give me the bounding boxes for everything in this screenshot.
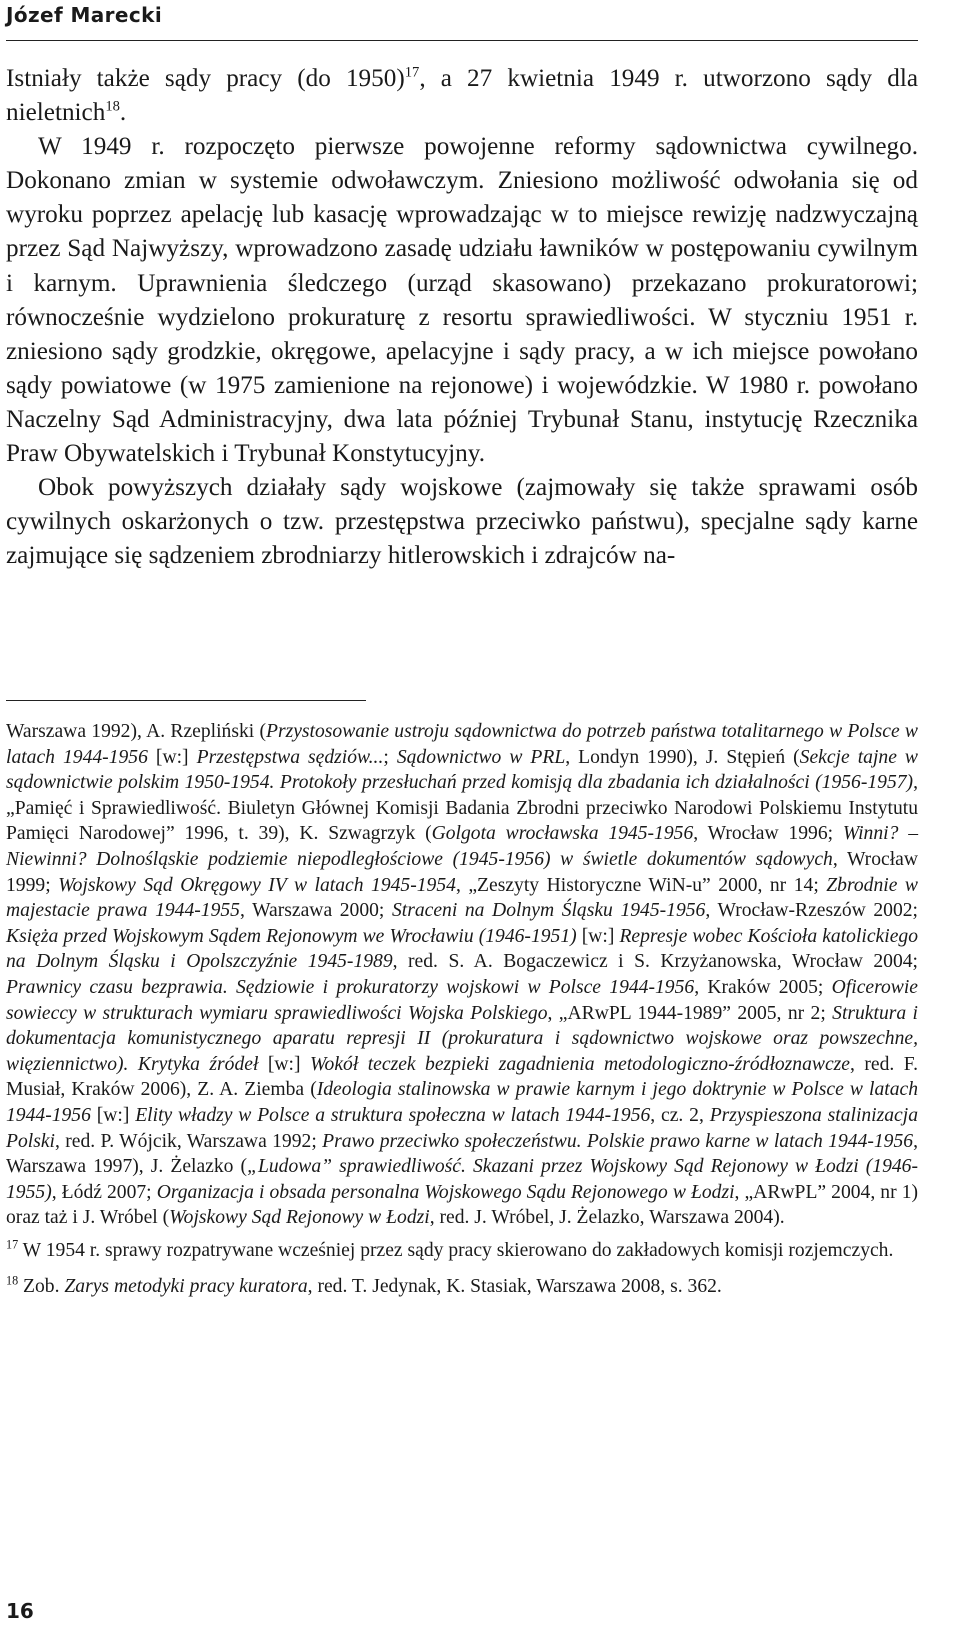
footnote-citation-title: Prawnicy czasu bezprawia. Sędziowie i prokuratorzy wojskowi w Polsce 1944-1956 xyxy=(6,976,695,998)
footnote-citation-title: Golgota wrocławska 1945-1956 xyxy=(431,823,694,845)
footnote-citation-text: [w:] xyxy=(147,746,197,768)
footnote-18 xyxy=(6,1274,918,1300)
footnote-citation-text: , Warszawa 2000; xyxy=(239,900,392,922)
footnote-citation-title: Przyspieszona stalinizacja Polski xyxy=(6,1104,918,1152)
footnote-continuation xyxy=(6,719,918,1231)
footnote-citation-text: , red. S. A. Bogaczewicz i S. Krzyżanowska, Wrocław 2004; xyxy=(392,951,918,973)
footnote-citation-title: Sekcje tajne w sądownictwie polskim 1950-1954. Protokoły przesłuchań przed komisją dla zbadania ich działalności (1956-1957) xyxy=(6,746,918,794)
footnote-citation-title: Straceni na Dolnym Śląsku 1945-1956 xyxy=(391,900,706,922)
footnote-citation-title: Księża przed Wojskowym Sądem Rejonowym we Wrocławiu (1946-1951) xyxy=(6,925,577,947)
footnote-separator xyxy=(6,700,366,701)
footnote-citation-text: Warszawa 1992), A. Rzepliński ( xyxy=(6,721,267,742)
footnote-18-text-a: Zob. xyxy=(18,1276,65,1298)
footnote-citation-text: , red. P. Wójcik, Warszawa 1992; xyxy=(54,1130,323,1152)
paragraph-1-text-c: . xyxy=(119,99,127,127)
footnote-17-mark: 17 xyxy=(6,1237,19,1252)
footnote-citation-text: , Wrocław 1996; xyxy=(693,823,843,845)
footnote-citation-text: , „ARwPL 1944-1989” 2005, nr 2; xyxy=(547,1002,833,1024)
footnote-17 xyxy=(6,1238,918,1264)
paragraph-1 xyxy=(6,62,918,130)
footnote-citation-title: Sądownictwo w PRL xyxy=(396,746,566,768)
footnote-citation-text: , red. F. Musiał, Kraków 2006), Z. A. Ziemba ( xyxy=(6,1053,918,1101)
footnote-18-title: Zarys metodyki pracy kuratora xyxy=(64,1276,308,1298)
footnote-citation-text: , cz. 2, xyxy=(650,1104,710,1126)
footnote-citation-text: , „ARwPL” 2004, nr 1) oraz taż i J. Wróbel ( xyxy=(6,1181,919,1229)
footnote-citation-text: , Warszawa 1997), J. Żelazko ( xyxy=(6,1130,918,1178)
paragraph-3: Obok powyższych działały sądy wojskowe (zajmowały się także sprawami osób cywilnych oskarżonych o tzw. przestępstwa przeciwko państwu), specjalne sądy karne zajmujące się sądzeniem zbrodniarzy hitlerowskich i zdrajców na- xyxy=(6,474,918,570)
paragraph-1-text-a: Istniały także sądy pracy (do 1950) xyxy=(6,65,405,92)
footnote-ref-18: 18 xyxy=(105,98,120,115)
footnote-citation-title: Wokół teczek bezpieki zagadnienia metodologiczno-źródłoznawcze xyxy=(310,1053,850,1075)
running-header xyxy=(6,0,918,41)
footnote-citation-text: , Wrocław 1999; xyxy=(6,848,918,896)
footnote-citation-title: Zbrodnie w majestacie prawa 1944-1955 xyxy=(6,874,918,922)
footnote-citation-title: Ideologia stalinowska w prawie karnym i jego doktrynie w Polsce w latach 1944-1956 xyxy=(6,1079,918,1126)
footnote-citation-title: Wojskowy Sąd Rejonowy w Łodzi xyxy=(169,1207,430,1229)
footnote-citation-title: Przystosowanie ustroju sądownictwa do potrzeb państwa totalitarnego w Polsce w latach 1944-1956 xyxy=(6,721,918,768)
main-text xyxy=(6,62,918,573)
footnote-citation-title: Represje wobec Kościoła katolickiego na Dolnym Śląsku i Opolszczyźnie 1945-1989 xyxy=(6,925,918,973)
footnote-citation-title: „Ludowa” sprawiedliwość. Skazani przez Wojskowy Sąd Rejonowy w Łodzi (1946-1955) xyxy=(6,1156,918,1203)
footnote-citation-title: Przestępstwa sędziów... xyxy=(196,746,384,768)
running-head-author: Józef Marecki xyxy=(6,3,163,27)
footnote-citation-text: , red. J. Wróbel, J. Żelazko, Warszawa 2004). xyxy=(429,1207,785,1229)
paragraph-2: W 1949 r. rozpoczęto pierwsze powojenne reformy sądownictwa cywilnego. Dokonano zmian w systemie odwoławczym. Zniesiono możliwość odwołania się od wyroku poprzez apelację lub kasację wprowadzając w to miejsce rewizję nadzwyczajną przez Sąd Najwyższy, wprowadzono zasadę udziału ławników w postępowaniu cywilnym i karnym. Uprawnienia śledczego (urząd skasowano) przekazano prokuratorowi; równocześnie wydzielono prokuraturę z resortu sprawiedliwości. W styczniu 1951 r. zniesiono sądy grodzkie, okręgowe, apelacyjne i sądy pracy, a w ich miejsce powołano sądy powiatowe (w 1975 zamienione na rejonowe) i wojewódzkie. W 1980 r. powołano Naczelny Sąd Administracyjny, dwa lata później Trybunał Stanu, instytucję Rzecznika Praw Obywatelskich i Trybunał Konstytucyjny. xyxy=(6,133,918,468)
footnote-citation-title: Prawo przeciwko społeczeństwu. Polskie prawo karne w latach 1944-1956 xyxy=(322,1130,914,1152)
footnote-18-mark: 18 xyxy=(6,1273,19,1288)
footnote-citation-text: ; xyxy=(383,746,397,768)
footnote-citation-title: Struktura i dokumentacja komunistycznego aparatu represji II (prokuratura i sądownictwo wojskowe oraz powszechne, więziennictwo). Krytyka źródeł xyxy=(6,1002,918,1075)
footnote-citation-text: , Kraków 2005; xyxy=(694,976,832,998)
footnote-citation-text: , Łódź 2007; xyxy=(51,1181,157,1203)
page-number: 16 xyxy=(6,1599,34,1623)
paragraph-1-text-b: , a 27 kwietnia 1949 r. utworzono sądy dla nieletnich xyxy=(6,65,918,127)
footnote-citation-text: , „Zeszyty Historyczne WiN-u” 2000, nr 14; xyxy=(455,874,827,896)
footnote-17-text: W 1954 r. sprawy rozpatrywane wcześniej przez sądy pracy skierowano do zakładowych komisji rozjemczych. xyxy=(18,1239,894,1261)
footnote-citation-text: , „Pamięć i Sprawiedliwość. Biuletyn Głównej Komisji Badania Zbrodni przeciwko Narodowi Polskiemu Instytutu Pamięci Narodowej” 1996, t. 39), K. Szwagrzyk ( xyxy=(6,772,918,845)
footnote-citation-text: , Wrocław-Rzeszów 2002; xyxy=(705,900,919,922)
footnote-citation-text: [w:] xyxy=(258,1053,310,1075)
footnote-citation-title: Wojskowy Sąd Okręgowy IV w latach 1945-1954 xyxy=(58,874,456,896)
footnote-citation-title: Winni? – Niewinni? Dolnośląskie podziemie niepodległościowe (1945-1956) w świetle dokumentów sądowych xyxy=(6,823,918,870)
footnote-citation-text: [w:] xyxy=(576,925,620,947)
footnote-citation-text: [w:] xyxy=(90,1104,136,1126)
footnote-citation-title: Organizacja i obsada personalna Wojskowego Sądu Rejonowego w Łodzi xyxy=(156,1181,735,1203)
footnotes xyxy=(6,719,918,1300)
footnote-ref-17: 17 xyxy=(404,64,420,81)
footnote-18-text-c: , red. T. Jedynak, K. Stasiak, Warszawa 2008, s. 362. xyxy=(307,1276,722,1298)
footnote-citation-text: , Londyn 1990), J. Stępień ( xyxy=(565,746,800,768)
footnote-citation-title: Oficerowie sowieccy w strukturach wymiaru sprawiedliwości Wojska Polskiego xyxy=(6,976,918,1024)
footnote-citation-title: Elity władzy w Polsce a struktura społeczna w latach 1944-1956 xyxy=(135,1104,651,1126)
